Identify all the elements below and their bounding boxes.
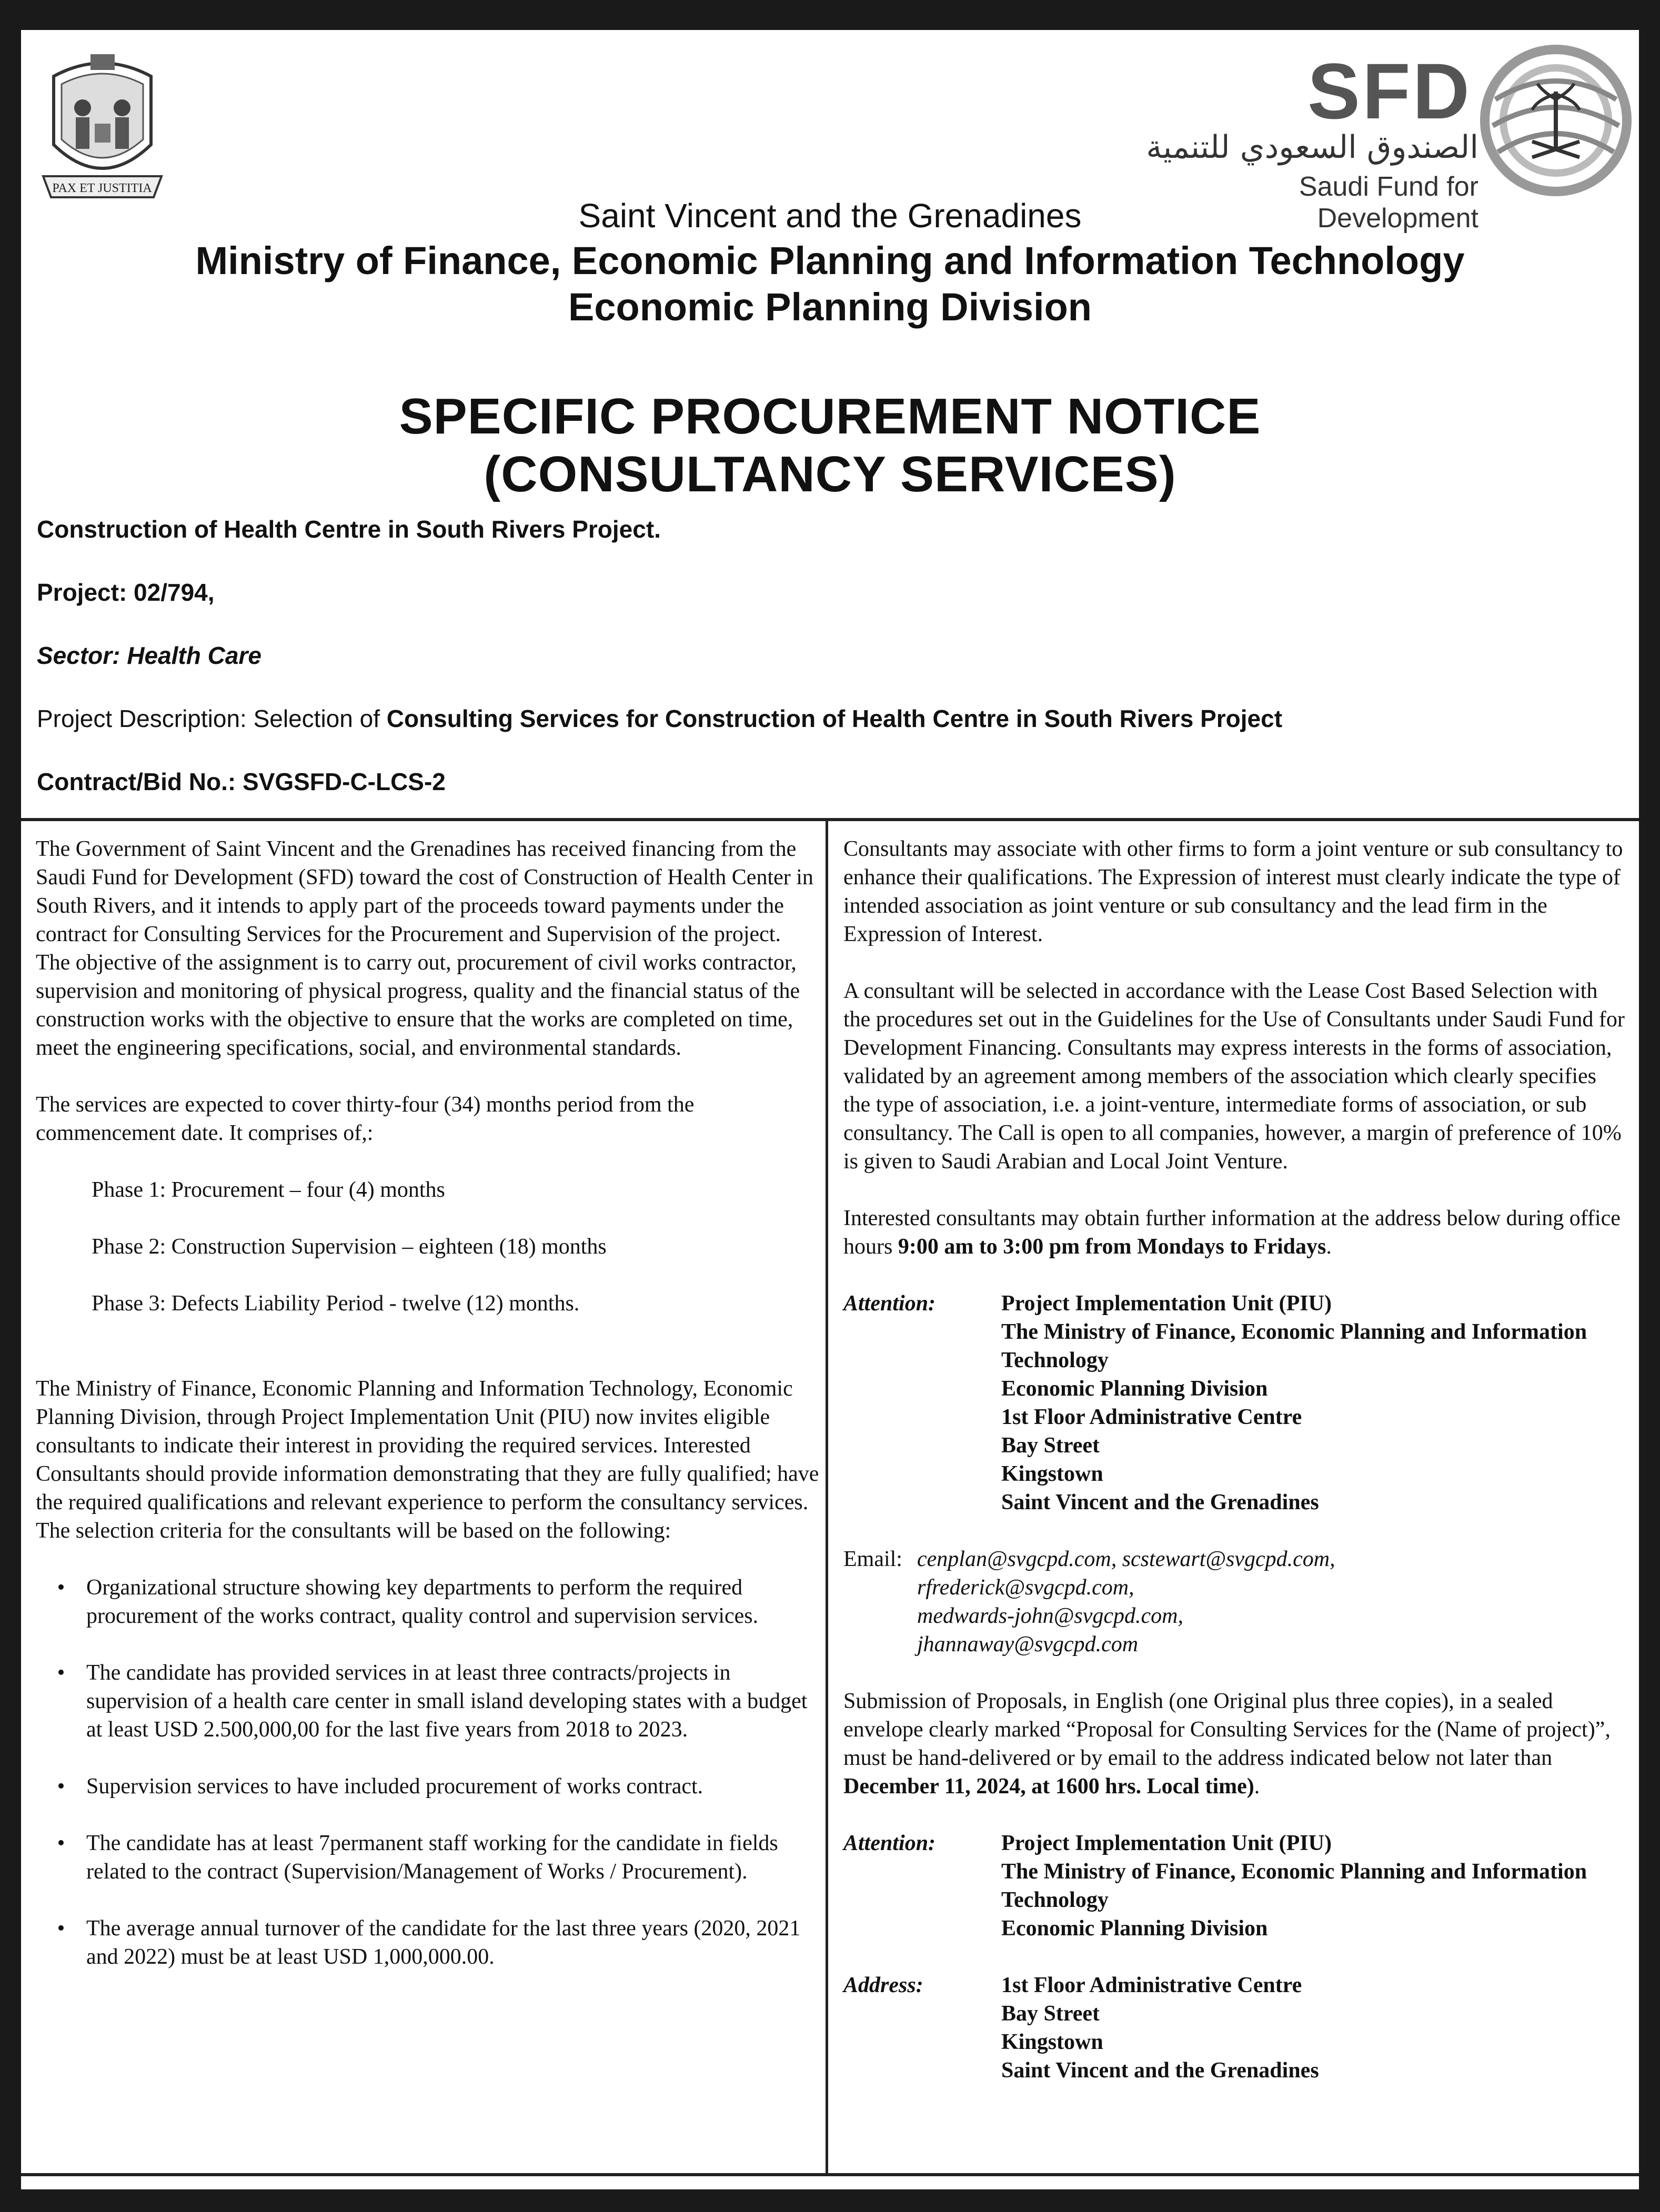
sfd-acronym: SFD xyxy=(1307,47,1472,135)
attention-block-1: Attention: Project Implementation Unit (PIU) The Ministry of Finance, Economic Planning and Information Technology Economic Planning Division 1st Floor Administrative Centre Bay Street Kingstown Saint Vincent and the Grenadines xyxy=(843,1289,1627,1517)
email-link[interactable]: medwards-john@svgcpd.com, xyxy=(917,1604,1184,1628)
submission-paragraph: Submission of Proposals, in English (one Original plus three copies), in a sealed envelope clearly marked “Proposal for Consulting Services for the (Name of project)”, must be hand-delivered or by email to the address indicated below not later than December 11, 2024, at 1600 hrs. Local time). xyxy=(843,1689,1611,1799)
division-heading: Economic Planning Division xyxy=(568,285,1092,329)
attention-block-2: Attention: Project Implementation Unit (PIU) The Ministry of Finance, Economic Planning and Information Technology Economic Planning Division xyxy=(843,1829,1627,1943)
email-link[interactable]: cenplan@svgcpd.com, scstewart@svgcpd.com, xyxy=(917,1547,1335,1571)
phase-3: Phase 3: Defects Liability Period - twelve (12) months. xyxy=(92,1291,580,1316)
criteria-item: • Supervision services to have included procurement of works contract. xyxy=(57,1774,703,1799)
services-paragraph: The services are expected to cover thirty-four (34) months period from the commencement date. It comprises of,: xyxy=(36,1093,695,1145)
project-description-bold: Consulting Services for Construction of Health Centre in South Rivers Project xyxy=(386,705,1283,732)
invite-paragraph: The Ministry of Finance, Economic Planning and Information Technology, Economic Planning Division, through Project Implementation Unit (PIU) now invites eligible consultants to indicate their interest in providing the required services. Interested Consultants should provide information demonstrating that they are fully qualified; have the required qualifications and relevant experience to perform the consultancy services. The selection criteria for the consultants will be based on the following: xyxy=(36,1377,819,1543)
notice-page xyxy=(21,30,1639,2189)
crest-motto: PAX ET JUSTITIA xyxy=(52,181,152,195)
address-label: Address: xyxy=(843,1973,923,1997)
attention-label: Attention: xyxy=(843,1291,936,1316)
project-name: Construction of Health Centre in South Rivers Project. xyxy=(37,516,661,543)
left-column xyxy=(36,835,820,1971)
criteria-item: • The average annual turnover of the candidate for the last three years (2020, 2021 and 2022) must be at least USD 1,000,000.00. xyxy=(57,1916,801,1969)
column-divider xyxy=(826,818,828,2176)
email-label: Email: xyxy=(843,1547,902,1571)
phase-2: Phase 2: Construction Supervision – eighteen (18) months xyxy=(92,1235,607,1259)
notice-subtitle: (CONSULTANCY SERVICES) xyxy=(484,446,1176,502)
country-heading: Saint Vincent and the Grenadines xyxy=(578,197,1082,235)
sfd-arabic-name: الصندوق السعودي للتنمية xyxy=(1146,129,1478,166)
contract-number: Contract/Bid No.: SVGSFD-C-LCS-2 xyxy=(37,768,446,795)
criteria-item: • The candidate has at least 7permanent staff working for the candidate in fields related to the contract (Supervision/Management of Works / Procurement). xyxy=(57,1831,778,1884)
ministry-heading: Ministry of Finance, Economic Planning and Information Technology xyxy=(195,239,1465,282)
project-description-prefix: Project Description: Selection of xyxy=(37,705,387,732)
selection-paragraph: A consultant will be selected in accordance with the Lease Cost Based Selection with the procedures set out in the Guidelines for the Use of Consultants under Saudi Fund for Development Financing. Consultants may express interests in the forms of association, validated by an agreement among members of the association which clearly specifies the type of association, i.e. a joint-venture, intermediate forms of association, or sub consultancy. The Call is open to all companies, however, a margin of preference of 10% is given to Saudi Arabian and Local Joint Venture. xyxy=(843,979,1625,1174)
sfd-globe-icon xyxy=(1480,42,1632,199)
criteria-item: • Organizational structure showing key departments to perform the required procurement of the works contract, quality control and supervision services. xyxy=(57,1575,759,1628)
sector: Sector: Health Care xyxy=(37,642,261,669)
email-link[interactable]: jhannaway@svgcpd.com xyxy=(917,1632,1139,1657)
attention-label: Attention: xyxy=(843,1831,936,1855)
phase-1: Phase 1: Procurement – four (4) months xyxy=(92,1178,445,1202)
project-description xyxy=(37,704,1282,733)
project-number: Project: 02/794, xyxy=(37,579,215,606)
email-link[interactable]: rfrederick@svgcpd.com, xyxy=(917,1575,1134,1600)
association-paragraph: Consultants may associate with other firms to form a joint venture or sub consultancy to enhance their qualifications. The Expression of interest must clearly indicate the type of intended association as joint venture or sub consultancy and the lead firm in the Expression of Interest. xyxy=(843,837,1623,946)
info-paragraph: Interested consultants may obtain further information at the address below during office hours 9:00 am to 3:00 pm from Mondays to Fridays. xyxy=(843,1206,1621,1259)
intro-paragraph: The Government of Saint Vincent and the Grenadines has received financing from the Saudi Fund for Development (SFD) toward the cost of Construction of Health Center in South Rivers, and it intends to apply part of the proceeds toward payments under the contract for Consulting Services for the Procurement and Supervision of the project. The objective of the assignment is to carry out, procurement of civil works contractor, supervision and monitoring of physical progress, quality and the financial status of the construction works with the objective to ensure that the works are completed on time, meet the engineering specifications, social, and environmental standards. xyxy=(36,837,813,1060)
coat-of-arms-logo xyxy=(33,45,172,213)
notice-title: SPECIFIC PROCUREMENT NOTICE xyxy=(399,388,1261,445)
sfd-logo xyxy=(1105,35,1631,234)
email-block xyxy=(843,1545,1627,1659)
address-block: Address: 1st Floor Administrative Centre Bay Street Kingstown Saint Vincent and the Grenadines xyxy=(843,1971,1627,2085)
criteria-item: • The candidate has provided services in at least three contracts/projects in supervision of a health care center in small island developing states with a budget at least USD 2.500,000,00 for the last five years from 2018 to 2023. xyxy=(57,1661,808,1742)
right-column xyxy=(843,835,1627,2085)
sfd-english-name: Saudi Fund for Development xyxy=(1299,171,1478,234)
